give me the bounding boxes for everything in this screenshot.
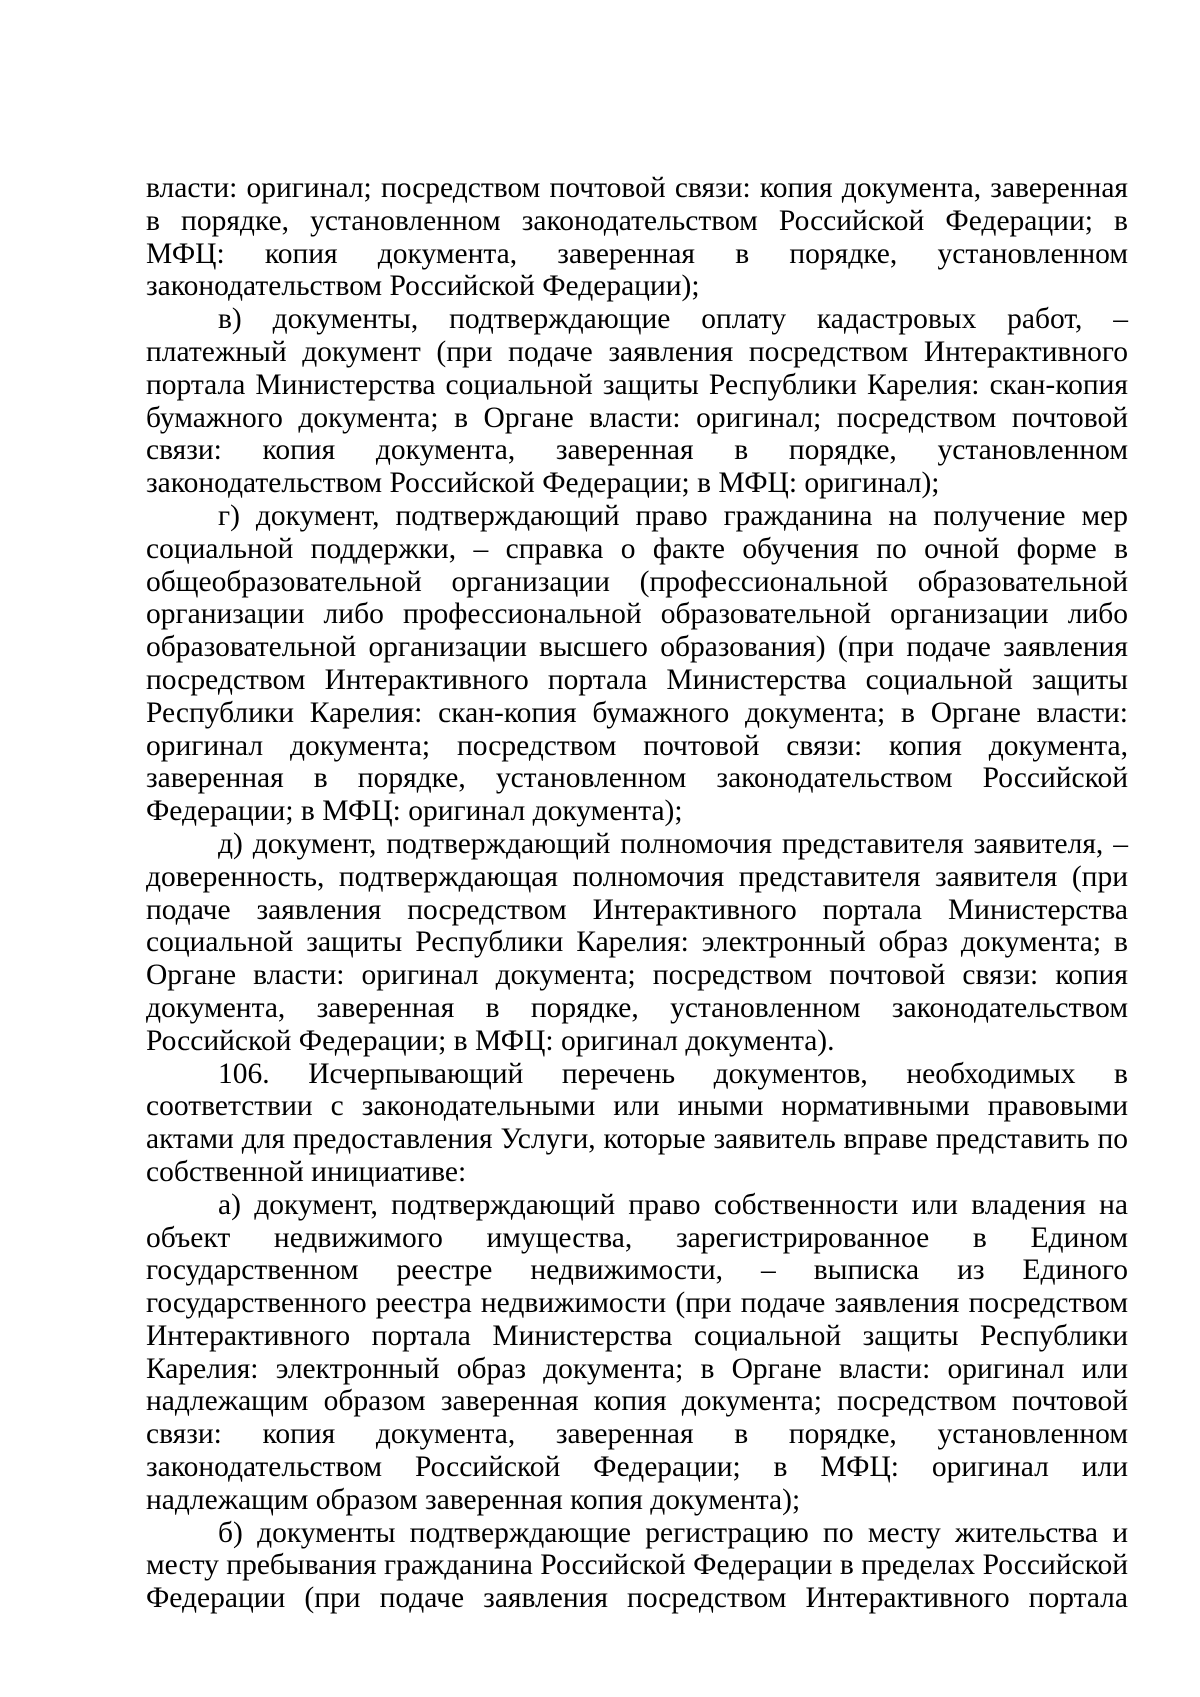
paragraph-item-v: в) документы, подтверждающие оплату кадастровых работ, – платежный документ (при подаче заявления посредством Интерактивного портала Министерства социальной защиты Республики Карелия: скан-копия бумажного документа; в Органе власти: оригинал; посредством почтовой связи: копия документа, заверенная в порядке, установленном законодательством Российской Федерации; в МФЦ: оригинал); [146, 303, 1128, 500]
paragraph-item-g: г) документ, подтверждающий право гражданина на получение мер социальной поддержки, – справка о факте обучения по очной форме в общеобразовательной организации (профессиональной образовательной организации либо профессиональной образовательной организации либо образовательной организации высшего образования) (при подаче заявления посредством Интерактивного портала Министерства социальной защиты Республики Карелия: скан-копия бумажного документа; в Органе власти: оригинал документа; посредством почтовой связи: копия документа, заверенная в порядке, установленном законодательством Российской Федерации; в МФЦ: оригинал документа); [146, 499, 1128, 828]
paragraph-clause-106: 106. Исчерпывающий перечень документов, необходимых в соответствии с законодательными или иными нормативными правовыми актами для предоставления Услуги, которые заявитель вправе представить по собственной инициативе: [146, 1057, 1128, 1188]
paragraph-item-a: а) документ, подтверждающий право собственности или владения на объект недвижимого имущества, зарегистрированное в Едином государственном реестре недвижимости, – выписка из Единого государственного реестра недвижимости (при подаче заявления посредством Интерактивного портала Министерства социальной защиты Республики Карелия: электронный образ документа; в Органе власти: оригинал или надлежащим образом заверенная копия документа; посредством почтовой связи: копия документа, заверенная в порядке, установленном законодательством Российской Федерации; в МФЦ: оригинал или надлежащим образом заверенная копия документа); [146, 1188, 1128, 1516]
document-body [146, 172, 1128, 1615]
paragraph-continuation: власти: оригинал; посредством почтовой связи: копия документа, заверенная в порядке, установленном законодательством Российской Федерации; в МФЦ: копия документа, заверенная в порядке, установленном законодательством Российской Федерации); [146, 172, 1128, 303]
paragraph-item-d: д) документ, подтверждающий полномочия представителя заявителя, – доверенность, подтверждающая полномочия представителя заявителя (при подаче заявления посредством Интерактивного портала Министерства социальной защиты Республики Карелия: электронный образ документа; в Органе власти: оригинал документа; посредством почтовой связи: копия документа, заверенная в порядке, установленном законодательством Российской Федерации; в МФЦ: оригинал документа). [146, 827, 1128, 1057]
paragraph-item-b: б) документы подтверждающие регистрацию по месту жительства и месту пребывания гражданина Российской Федерации в пределах Российской Федерации (при подаче заявления посредством Интерактивного портала [146, 1516, 1128, 1615]
